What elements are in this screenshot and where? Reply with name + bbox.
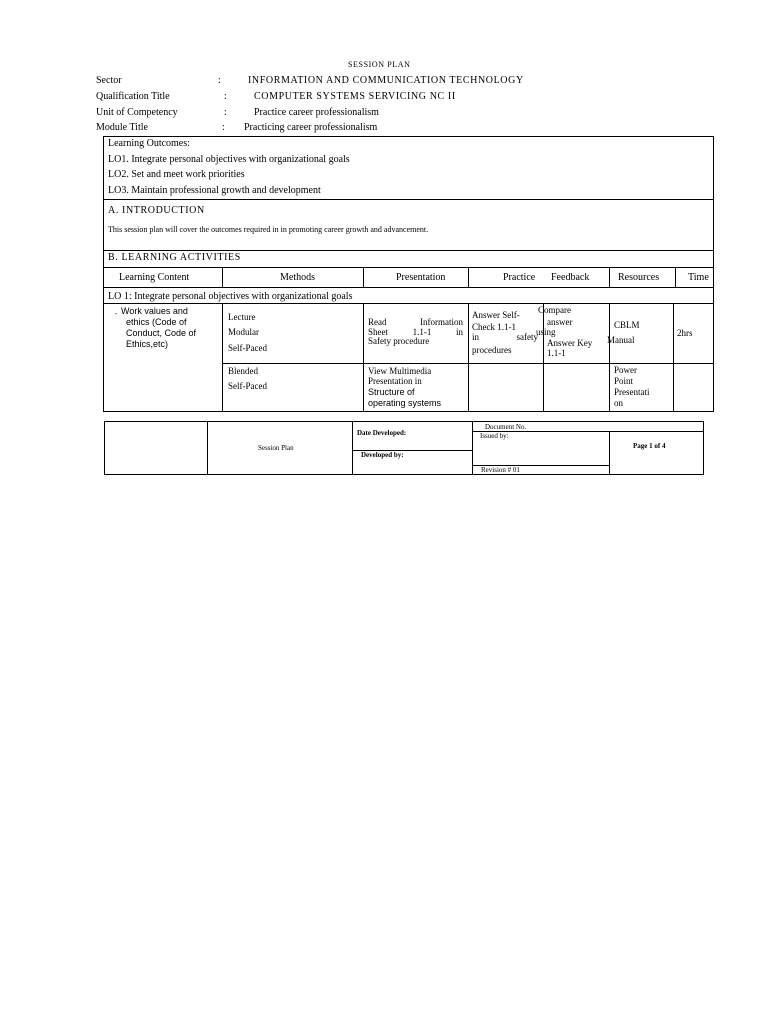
time-value: 2hrs: [677, 328, 693, 338]
qualification-value: COMPUTER SYSTEMS SERVICING NC II: [254, 91, 456, 102]
presentation-line: Safety procedure: [368, 336, 430, 346]
learning-outcome-item: LO1. Integrate personal objectives with organizational goals: [108, 154, 350, 165]
resource-line: Point: [614, 376, 634, 386]
learning-outcome-item: LO2. Set and meet work priorities: [108, 169, 245, 180]
footer-revision: Revision # 01: [481, 466, 520, 474]
sector-label: Sector: [96, 75, 122, 86]
presentation-line: operating systems: [368, 398, 442, 408]
feedback-line: answer: [547, 317, 573, 327]
practice-line: Check 1.1-1: [472, 322, 516, 332]
sector-value: INFORMATION AND COMMUNICATION TECHNOLOGY: [248, 75, 524, 86]
qualification-label: Qualification Title: [96, 91, 170, 102]
footer-page-number: Page 1 of 4: [633, 442, 666, 450]
feedback-line: Answer Key: [547, 338, 593, 348]
method-item: Self-Paced: [228, 381, 267, 391]
feedback-line: 1.1-1: [547, 348, 566, 358]
column-header-time: Time: [688, 272, 709, 283]
column-header-practice: Practice: [503, 272, 536, 283]
learning-outcome-item: LO3. Maintain professional growth and development: [108, 185, 321, 196]
learning-content-line: Work values and: [121, 306, 188, 316]
resource-line: Presentati: [614, 387, 650, 397]
learning-content-line: Ethics,etc): [126, 339, 169, 349]
method-item: Blended: [228, 366, 258, 376]
feedback-line: using: [536, 327, 556, 337]
footer-developed-by: Developed by:: [361, 451, 404, 459]
presentation-line: Read Information: [368, 317, 463, 327]
practice-line: in safety: [472, 332, 538, 342]
feedback-line: Compare: [538, 305, 571, 315]
module-colon: :: [222, 122, 225, 133]
lo1-row-label: LO 1: Integrate personal objectives with organizational goals: [108, 291, 353, 302]
column-header-resources: Resources: [618, 272, 660, 283]
column-header-feedback: Feedback: [551, 272, 590, 283]
learning-activities-heading: B. LEARNING ACTIVITIES: [108, 252, 241, 263]
column-header-methods: Methods: [280, 272, 315, 283]
presentation-line: Presentation in: [368, 376, 422, 386]
bullet: -: [115, 311, 118, 318]
module-value: Practicing career professionalism: [244, 122, 378, 133]
resource-line: on: [614, 398, 623, 408]
introduction-text: This session plan will cover the outcomes required in in promoting career growth and advancement.: [108, 225, 429, 234]
footer-session-plan: Session Plan: [258, 444, 294, 452]
column-header-presentation: Presentation: [396, 272, 446, 283]
practice-line: procedures: [472, 345, 512, 355]
module-label: Module Title: [96, 122, 148, 133]
learning-outcomes-heading: Learning Outcomes:: [108, 138, 190, 149]
resource-line: Power: [614, 365, 637, 375]
method-item: Lecture: [228, 312, 256, 322]
introduction-heading: A. INTRODUCTION: [108, 205, 205, 216]
method-item: Modular: [228, 327, 259, 337]
resource-line: Manual: [607, 335, 635, 345]
resource-line: CBLM: [614, 320, 640, 330]
qualification-colon: :: [224, 91, 227, 102]
footer-date-developed: Date Developed:: [357, 429, 407, 437]
learning-content-line: Conduct, Code of: [126, 328, 197, 338]
footer-issued-by: Issued by:: [480, 432, 509, 440]
page-title: SESSION PLAN: [348, 60, 411, 69]
competency-value: Practice career professionalism: [254, 107, 379, 118]
presentation-line: Structure of: [368, 387, 415, 397]
competency-colon: :: [224, 107, 227, 118]
competency-label: Unit of Competency: [96, 107, 178, 118]
presentation-line: Sheet 1.1-1 in: [368, 327, 463, 337]
column-header-learning-content: Learning Content: [119, 272, 190, 283]
method-item: Self-Paced: [228, 343, 267, 353]
footer-document-no: Document No.: [485, 423, 527, 431]
sector-colon: :: [218, 75, 221, 86]
practice-line: Answer Self-: [472, 310, 520, 320]
learning-content-line: ethics (Code of: [126, 317, 187, 327]
presentation-line: View Multimedia: [368, 366, 432, 376]
